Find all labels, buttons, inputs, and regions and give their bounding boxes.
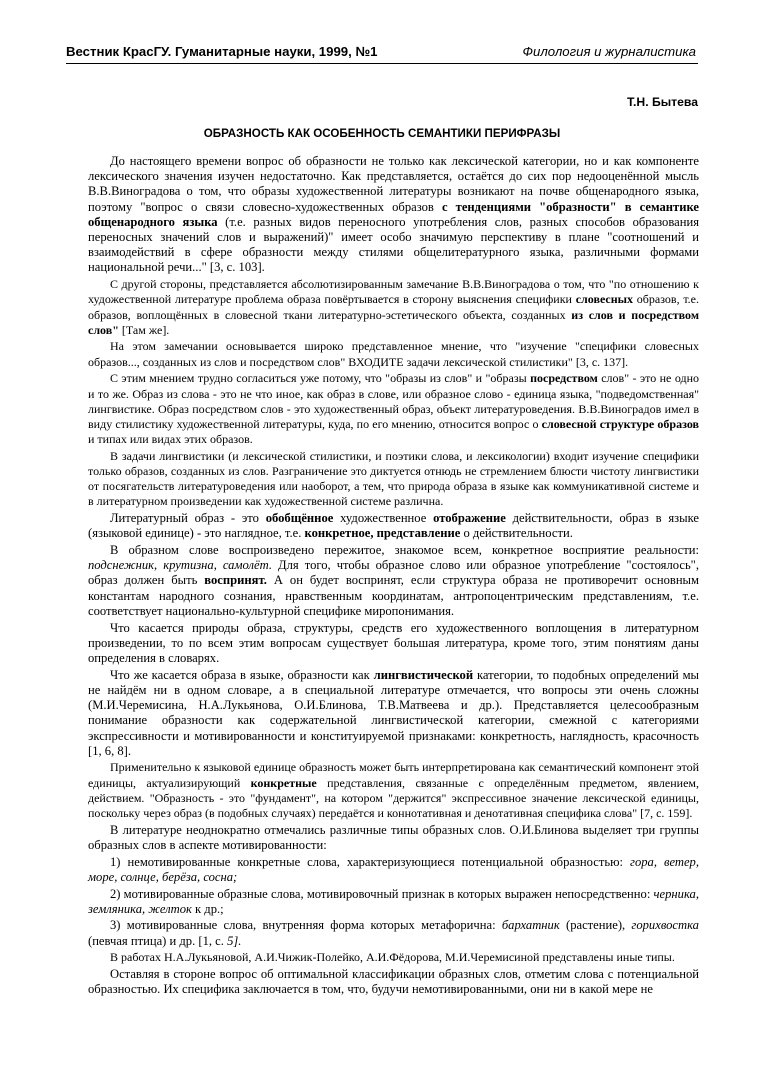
text-run: действительности, образ в языке (языковой единице) - это наглядное, т.е. bbox=[88, 511, 699, 541]
bold-text: обобщённое bbox=[265, 511, 334, 526]
text-run: 1) немотивированные конкретные слова, характеризующиеся потенциальной образностью: bbox=[110, 854, 631, 869]
bold-text: отображение bbox=[433, 511, 506, 526]
text-run: В работах Н.А.Лукьяновой, А.И.Чижик-Полейко, А.И.Фёдорова, М.И.Черемисиной представлены иные типы. bbox=[110, 950, 675, 965]
paragraph bbox=[88, 154, 699, 276]
bold-text: воспринят. bbox=[204, 573, 267, 588]
paragraph bbox=[88, 449, 699, 510]
italic-text: подснежник, крутизна, самолёт. bbox=[88, 558, 272, 573]
paragraph bbox=[88, 277, 699, 338]
bold-text: лингвистической bbox=[373, 667, 474, 682]
article-body bbox=[88, 154, 699, 999]
text-run: Для того, чтобы образное слово или образное употребление "состоялось", образ должен быть bbox=[88, 558, 699, 588]
text-run: [Там же]. bbox=[118, 322, 170, 337]
paragraph bbox=[88, 823, 699, 853]
text-run: В задачи лингвистики (и лексической стилистики, и поэтики слова, и лексикологии) входит изучение специфики только образов, созданных из слов. Разграничение это диктуется отнюдь не стремлением блюсти чистоту лингвистики от посягательств литературоведения или наоборот, а тем, что природа образа в языке как коммуникативной системе и в литературном произведении как художественной системе различна. bbox=[88, 448, 699, 509]
paragraph bbox=[88, 918, 699, 948]
text-run: В литературе неоднократно отмечались различные типы образных слов. О.И.Блинова выделяет три группы образных слов в аспекте мотивированности: bbox=[88, 822, 699, 852]
text-run: Что же касается образа в языке, образности как bbox=[110, 667, 374, 682]
text-run: образов, т.е. образов, воплощённых в словесной ткани литературно-эстетического объекта, созданных bbox=[88, 292, 699, 322]
bold-text: конкретное, представление bbox=[304, 526, 461, 541]
text-run: (певчая птица) и др. [1, с. bbox=[88, 933, 228, 948]
text-run: 2) мотивированные образные слова, мотивировочный признак в которых выражен непосредственно: bbox=[110, 886, 654, 901]
bold-text: из слов и посредством слов" bbox=[88, 307, 700, 337]
bold-text: посредством bbox=[530, 371, 598, 386]
paragraph bbox=[88, 950, 699, 965]
text-run: о действительности. bbox=[460, 526, 573, 541]
text-run: А он будет воспринят, если структура образа не противоречит основным константам народного сознания, нравственным координатам, антропоцентрическим представлениям, т.е. соответствует национально-культурной специфике миропонимания. bbox=[88, 573, 699, 618]
paragraph bbox=[88, 855, 699, 885]
article-title: ОБРАЗНОСТЬ КАК ОСОБЕННОСТЬ СЕМАНТИКИ ПЕРИФРАЗЫ bbox=[203, 127, 561, 140]
text-run: к др.; bbox=[191, 901, 224, 916]
section-title: Филология и журналистика bbox=[522, 44, 696, 59]
text-run: слов" - это не одно и то же. Образ из слова - это не что иное, как образ в слове, или образное слово - единица языка, "подведомственная" лингвистике. Образ посредством слов - это художественный образ, объект литературоведения. В.В.Виноградов имел в виду стилистику художественной литературы, куда, по его мнению, относится вопрос о bbox=[88, 371, 699, 431]
author-name: Т.Н. Бытева bbox=[626, 95, 698, 109]
text-run: (растение), bbox=[559, 918, 632, 933]
text-run: категории, то подобных определений мы не найдём ни в одном словаре, а в специальной литературе отмечается, что вопросы эти очень сложны (М.И.Черемисина, Н.А.Лукьянова, О.И.Блинова, Т.В.Матвеева и др.). Представляется целесообразным понимание образности как содержательной лингвистической категории, смежной с категориями экспрессивности и мотивированности и конституируемой признаками: конкретность, наглядность, красочность [1, 6, 8]. bbox=[88, 667, 700, 758]
paragraph bbox=[88, 511, 699, 541]
text-run: В образном слове воспроизведено пережитое, знакомое всем, конкретное восприятие реальности: bbox=[110, 543, 699, 558]
paragraph bbox=[88, 543, 699, 619]
bold-text: конкретные bbox=[250, 775, 317, 790]
paragraph bbox=[88, 668, 699, 759]
bold-text: с тенденциями "образности" в семантике общенародного языка bbox=[88, 199, 699, 229]
text-run: До настоящего времени вопрос об образности не только как лексической категории, но и как компоненте лексического значения изучен недостаточно. Как представляется, остаётся до сих пор недооценённой мысль В.В.Виноградова о том, что образы художественной литературы возникают на почве общенародного языка, поэтому "вопрос о связи словесно-художественных образов bbox=[88, 154, 699, 214]
text-run: Что касается природы образа, структуры, средств его художественного воплощения в литературном произведении, то по всем этим вопросам существует большая литература, кроме того, этим понятиям даны определения в словарях. bbox=[88, 620, 699, 665]
text-run: Применительно к языковой единице образность может быть интерпретирована как семантический компонент этой единицы, актуализирующий bbox=[88, 760, 699, 790]
text-run: представления, связанные с определённым предметом, явлением, действием. "Образность - это "фундамент", на котором "держится" экспрессивное значение лексической единицы, поскольку через образ (в подобных случаях) передаётся и коннотативная и денотативная специфика слова" [7, с. 159]. bbox=[88, 775, 699, 821]
text-run: (т.е. разных видов переносного употребления слов, разных способов образования переносных значений слов и выражений)" имеет особо значимую перспективу в плане "соотношений и взаимодействий в сфере образности между стилями общелитературного языка, различными формами национальной речи..." [3, с. 103]. bbox=[88, 214, 699, 275]
text-run: художественное bbox=[333, 511, 434, 526]
italic-text: бархатник bbox=[501, 918, 560, 933]
italic-text: 5]. bbox=[227, 933, 242, 948]
text-run: 3) мотивированные слова, внутренняя форма которых метафорична: bbox=[110, 918, 502, 933]
italic-text: горихвостка bbox=[631, 918, 699, 933]
paragraph bbox=[88, 371, 699, 447]
text-run: На этом замечании основывается широко представленное мнение, что "изучение "специфики словесных образов..., созданных из слов и посредством слов" ВХОДИТЕ задачи лексической стилистики" [3, с. 137]. bbox=[88, 339, 699, 369]
text-run: Оставляя в стороне вопрос об оптимальной классификации образных слов, отметим слова с потенциальной образностью. Их специфика заключается в том, что, будучи немотивированными, они ни в какой мере не bbox=[88, 967, 699, 997]
paragraph bbox=[88, 887, 699, 917]
bold-text: словесной структуре образов bbox=[541, 416, 700, 431]
paragraph bbox=[88, 621, 699, 667]
paragraph bbox=[88, 967, 699, 997]
text-run: и типах или видах этих образов. bbox=[88, 432, 253, 447]
paragraph bbox=[88, 760, 699, 821]
text-run: Литературный образ - это bbox=[110, 511, 266, 526]
bold-text: словесных bbox=[575, 292, 634, 307]
journal-title: Вестник КрасГУ. Гуманитарные науки, 1999, №1 bbox=[66, 44, 378, 59]
running-header bbox=[66, 41, 698, 64]
text-run: С этим мнением трудно согласиться уже потому, что "образы из слов" и "образы bbox=[110, 371, 531, 386]
italic-text: гора, ветер, море, солнце, берёза, сосна; bbox=[88, 854, 700, 884]
text-run: С другой стороны, представляется абсолютизированным замечание В.В.Виноградова о том, что "по отношению к художественной литературе проблема образа повёртывается в сторону выяснения специфики bbox=[88, 277, 699, 307]
paragraph bbox=[88, 339, 699, 369]
italic-text: черника, земляника, желток bbox=[88, 886, 699, 916]
